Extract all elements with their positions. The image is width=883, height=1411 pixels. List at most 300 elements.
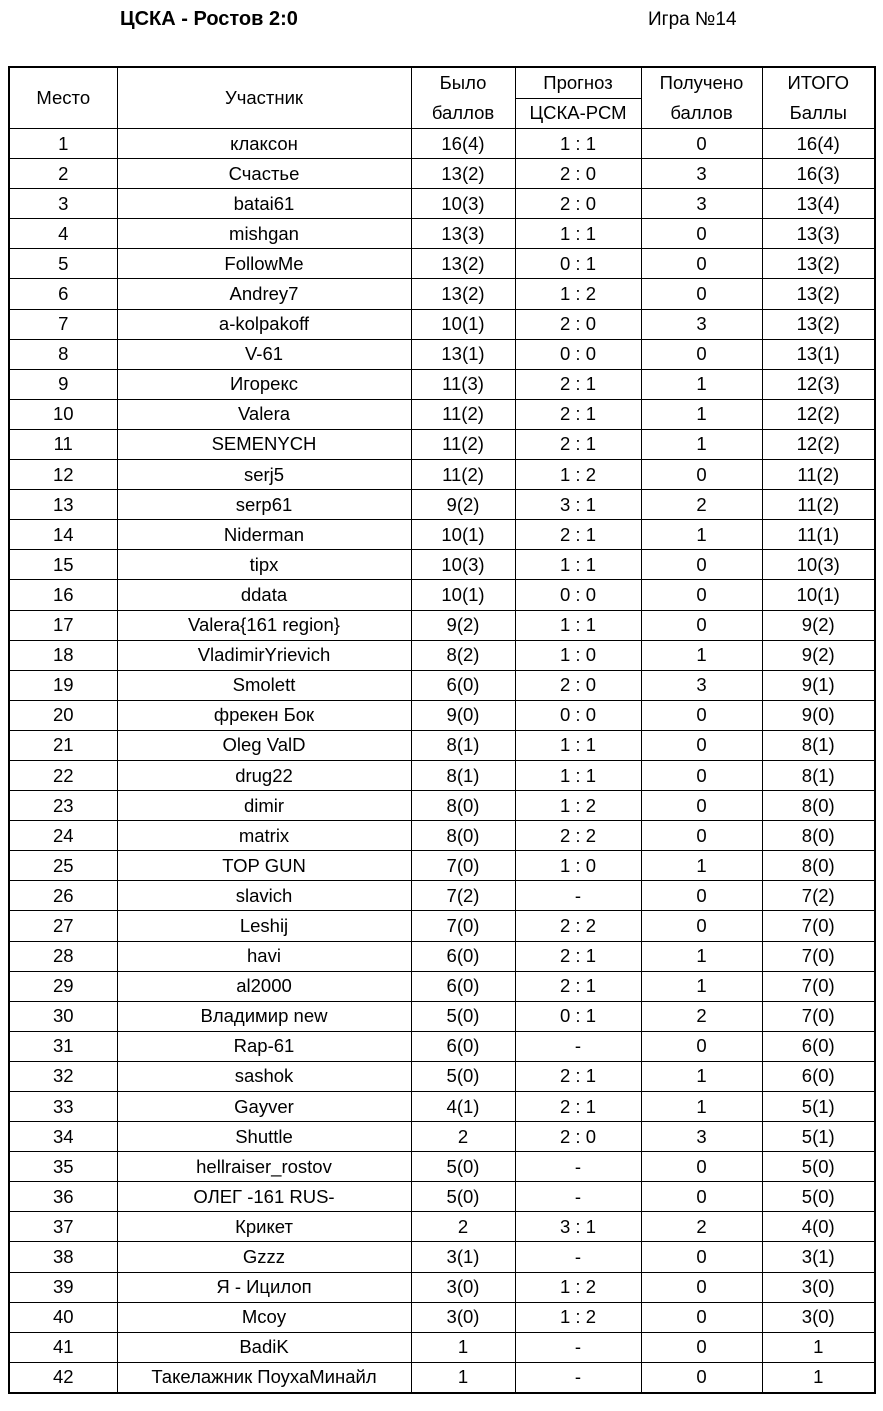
cell-participant: ОЛЕГ -161 RUS-	[117, 1182, 411, 1212]
cell-participant: TOP GUN	[117, 851, 411, 881]
cell-place: 38	[9, 1242, 117, 1272]
cell-participant: batai61	[117, 189, 411, 219]
cell-place: 34	[9, 1122, 117, 1152]
cell-forecast: 1 : 2	[515, 1302, 641, 1332]
cell-participant: BadiK	[117, 1332, 411, 1362]
cell-participant: Andrey7	[117, 279, 411, 309]
table-row	[9, 309, 875, 339]
cell-forecast: -	[515, 1031, 641, 1061]
cell-received-points: 0	[641, 580, 762, 610]
cell-total-points: 1	[762, 1332, 875, 1362]
cell-participant: tipx	[117, 550, 411, 580]
cell-received-points: 1	[641, 971, 762, 1001]
cell-forecast: 1 : 0	[515, 640, 641, 670]
cell-place: 7	[9, 309, 117, 339]
cell-total-points: 10(1)	[762, 580, 875, 610]
cell-was-points: 11(2)	[411, 399, 515, 429]
table-row	[9, 219, 875, 249]
cell-total-points: 8(0)	[762, 851, 875, 881]
cell-place: 37	[9, 1212, 117, 1242]
cell-received-points: 0	[641, 460, 762, 490]
table-row	[9, 1332, 875, 1362]
cell-participant: slavich	[117, 881, 411, 911]
cell-was-points: 3(1)	[411, 1242, 515, 1272]
cell-participant: V-61	[117, 339, 411, 369]
cell-total-points: 7(0)	[762, 971, 875, 1001]
cell-participant: Smolett	[117, 670, 411, 700]
cell-received-points: 1	[641, 640, 762, 670]
cell-participant: FollowMe	[117, 249, 411, 279]
table-row	[9, 821, 875, 851]
cell-place: 26	[9, 881, 117, 911]
cell-forecast: 0 : 1	[515, 1001, 641, 1031]
cell-received-points: 2	[641, 490, 762, 520]
table-row	[9, 1001, 875, 1031]
cell-forecast: 2 : 0	[515, 309, 641, 339]
cell-place: 36	[9, 1182, 117, 1212]
cell-forecast: 1 : 0	[515, 851, 641, 881]
table-row	[9, 1031, 875, 1061]
cell-participant: ddata	[117, 580, 411, 610]
cell-was-points: 9(2)	[411, 490, 515, 520]
table-row	[9, 851, 875, 881]
cell-place: 35	[9, 1152, 117, 1182]
cell-participant: mishgan	[117, 219, 411, 249]
cell-forecast: 2 : 1	[515, 399, 641, 429]
col-header-participant: Участник	[117, 67, 411, 129]
cell-forecast: 2 : 0	[515, 159, 641, 189]
cell-place: 25	[9, 851, 117, 881]
cell-received-points: 1	[641, 1092, 762, 1122]
table-row	[9, 911, 875, 941]
cell-was-points: 16(4)	[411, 129, 515, 159]
cell-received-points: 0	[641, 1031, 762, 1061]
table-row	[9, 1122, 875, 1152]
cell-place: 8	[9, 339, 117, 369]
cell-participant: клаксон	[117, 129, 411, 159]
cell-was-points: 6(0)	[411, 1031, 515, 1061]
cell-place: 29	[9, 971, 117, 1001]
cell-place: 42	[9, 1362, 117, 1393]
cell-forecast: 2 : 1	[515, 971, 641, 1001]
cell-participant: Mcoy	[117, 1302, 411, 1332]
table-row	[9, 429, 875, 459]
cell-place: 19	[9, 670, 117, 700]
cell-total-points: 3(0)	[762, 1302, 875, 1332]
cell-participant: a-kolpakoff	[117, 309, 411, 339]
cell-participant: Rap-61	[117, 1031, 411, 1061]
cell-place: 4	[9, 219, 117, 249]
cell-total-points: 9(2)	[762, 610, 875, 640]
cell-place: 13	[9, 490, 117, 520]
cell-forecast: 2 : 2	[515, 821, 641, 851]
cell-received-points: 3	[641, 670, 762, 700]
cell-participant: drug22	[117, 760, 411, 790]
cell-total-points: 13(2)	[762, 249, 875, 279]
table-row	[9, 189, 875, 219]
cell-was-points: 7(0)	[411, 911, 515, 941]
cell-received-points: 0	[641, 249, 762, 279]
cell-total-points: 12(3)	[762, 369, 875, 399]
cell-received-points: 1	[641, 429, 762, 459]
cell-total-points: 13(2)	[762, 279, 875, 309]
table-row	[9, 760, 875, 790]
cell-was-points: 9(0)	[411, 700, 515, 730]
table-row	[9, 520, 875, 550]
cell-received-points: 1	[641, 399, 762, 429]
table-row	[9, 881, 875, 911]
cell-place: 1	[9, 129, 117, 159]
cell-received-points: 0	[641, 791, 762, 821]
col-header-total-bottom: Баллы	[762, 98, 875, 129]
cell-participant: Крикет	[117, 1212, 411, 1242]
cell-place: 23	[9, 791, 117, 821]
cell-forecast: 2 : 1	[515, 1092, 641, 1122]
cell-forecast: 2 : 0	[515, 189, 641, 219]
cell-participant: Gayver	[117, 1092, 411, 1122]
cell-participant: Gzzz	[117, 1242, 411, 1272]
cell-total-points: 1	[762, 1362, 875, 1393]
cell-participant: serj5	[117, 460, 411, 490]
cell-participant: dimir	[117, 791, 411, 821]
cell-was-points: 11(2)	[411, 429, 515, 459]
cell-was-points: 9(2)	[411, 610, 515, 640]
cell-place: 32	[9, 1061, 117, 1091]
cell-forecast: 0 : 1	[515, 249, 641, 279]
cell-received-points: 0	[641, 881, 762, 911]
cell-participant: al2000	[117, 971, 411, 1001]
cell-received-points: 0	[641, 1152, 762, 1182]
cell-participant: hellraiser_rostov	[117, 1152, 411, 1182]
cell-total-points: 11(1)	[762, 520, 875, 550]
cell-received-points: 1	[641, 520, 762, 550]
cell-place: 15	[9, 550, 117, 580]
cell-forecast: 0 : 0	[515, 339, 641, 369]
cell-received-points: 0	[641, 610, 762, 640]
cell-was-points: 8(1)	[411, 760, 515, 790]
cell-participant: Счастье	[117, 159, 411, 189]
table-row	[9, 971, 875, 1001]
table-row	[9, 730, 875, 760]
cell-place: 22	[9, 760, 117, 790]
cell-was-points: 13(2)	[411, 279, 515, 309]
cell-was-points: 5(0)	[411, 1152, 515, 1182]
table-row	[9, 339, 875, 369]
cell-was-points: 10(3)	[411, 550, 515, 580]
cell-total-points: 9(1)	[762, 670, 875, 700]
cell-place: 20	[9, 700, 117, 730]
cell-was-points: 10(1)	[411, 520, 515, 550]
cell-was-points: 1	[411, 1332, 515, 1362]
cell-place: 14	[9, 520, 117, 550]
cell-was-points: 5(0)	[411, 1001, 515, 1031]
cell-participant: Такелажник ПоухаМинайл	[117, 1362, 411, 1393]
cell-total-points: 8(0)	[762, 821, 875, 851]
cell-was-points: 7(0)	[411, 851, 515, 881]
cell-was-points: 11(2)	[411, 460, 515, 490]
cell-total-points: 5(0)	[762, 1182, 875, 1212]
cell-received-points: 2	[641, 1212, 762, 1242]
table-row	[9, 399, 875, 429]
header-row-1	[9, 67, 875, 98]
cell-total-points: 4(0)	[762, 1212, 875, 1242]
col-header-was-top: Было	[411, 67, 515, 98]
cell-forecast: -	[515, 1182, 641, 1212]
table-row	[9, 1302, 875, 1332]
cell-was-points: 4(1)	[411, 1092, 515, 1122]
cell-participant: Я - Ицилоп	[117, 1272, 411, 1302]
cell-place: 5	[9, 249, 117, 279]
cell-was-points: 10(1)	[411, 580, 515, 610]
cell-place: 10	[9, 399, 117, 429]
table-row	[9, 1152, 875, 1182]
cell-was-points: 13(2)	[411, 249, 515, 279]
cell-participant: Shuttle	[117, 1122, 411, 1152]
cell-participant: фрекен Бок	[117, 700, 411, 730]
cell-forecast: 2 : 0	[515, 670, 641, 700]
cell-received-points: 0	[641, 550, 762, 580]
standings-table	[8, 66, 876, 1394]
cell-participant: Игорекс	[117, 369, 411, 399]
cell-total-points: 8(1)	[762, 760, 875, 790]
cell-place: 9	[9, 369, 117, 399]
cell-was-points: 13(3)	[411, 219, 515, 249]
cell-forecast: 1 : 1	[515, 730, 641, 760]
cell-forecast: 1 : 2	[515, 1272, 641, 1302]
cell-received-points: 0	[641, 1302, 762, 1332]
cell-forecast: -	[515, 1152, 641, 1182]
cell-participant: Владимир new	[117, 1001, 411, 1031]
col-header-was-bottom: баллов	[411, 98, 515, 129]
cell-forecast: 0 : 0	[515, 580, 641, 610]
cell-received-points: 0	[641, 1362, 762, 1393]
cell-total-points: 9(2)	[762, 640, 875, 670]
cell-received-points: 0	[641, 821, 762, 851]
table-row	[9, 490, 875, 520]
col-header-place: Место	[9, 67, 117, 129]
table-row	[9, 941, 875, 971]
cell-forecast: 0 : 0	[515, 700, 641, 730]
cell-was-points: 11(3)	[411, 369, 515, 399]
cell-place: 3	[9, 189, 117, 219]
cell-received-points: 3	[641, 309, 762, 339]
cell-forecast: 1 : 1	[515, 550, 641, 580]
cell-was-points: 8(1)	[411, 730, 515, 760]
cell-forecast: 2 : 1	[515, 520, 641, 550]
cell-forecast: 2 : 0	[515, 1122, 641, 1152]
cell-place: 11	[9, 429, 117, 459]
cell-place: 41	[9, 1332, 117, 1362]
cell-total-points: 9(0)	[762, 700, 875, 730]
cell-place: 24	[9, 821, 117, 851]
cell-total-points: 13(2)	[762, 309, 875, 339]
cell-received-points: 0	[641, 1182, 762, 1212]
cell-was-points: 6(0)	[411, 941, 515, 971]
cell-participant: Leshij	[117, 911, 411, 941]
cell-total-points: 12(2)	[762, 429, 875, 459]
table-row	[9, 1272, 875, 1302]
cell-received-points: 0	[641, 1242, 762, 1272]
cell-was-points: 6(0)	[411, 670, 515, 700]
cell-total-points: 5(0)	[762, 1152, 875, 1182]
cell-received-points: 0	[641, 219, 762, 249]
table-row	[9, 1362, 875, 1393]
table-row	[9, 249, 875, 279]
cell-place: 2	[9, 159, 117, 189]
cell-was-points: 8(0)	[411, 821, 515, 851]
cell-received-points: 0	[641, 1272, 762, 1302]
cell-place: 28	[9, 941, 117, 971]
cell-received-points: 2	[641, 1001, 762, 1031]
cell-total-points: 7(0)	[762, 1001, 875, 1031]
cell-total-points: 3(1)	[762, 1242, 875, 1272]
table-row	[9, 1242, 875, 1272]
cell-total-points: 13(1)	[762, 339, 875, 369]
table-row	[9, 159, 875, 189]
cell-was-points: 13(2)	[411, 159, 515, 189]
cell-forecast: -	[515, 881, 641, 911]
cell-place: 21	[9, 730, 117, 760]
cell-total-points: 8(1)	[762, 730, 875, 760]
cell-total-points: 16(3)	[762, 159, 875, 189]
cell-forecast: 2 : 1	[515, 1061, 641, 1091]
cell-was-points: 5(0)	[411, 1061, 515, 1091]
cell-total-points: 5(1)	[762, 1122, 875, 1152]
game-number: Игра №14	[648, 9, 737, 30]
cell-received-points: 0	[641, 700, 762, 730]
cell-total-points: 7(0)	[762, 911, 875, 941]
cell-total-points: 13(3)	[762, 219, 875, 249]
cell-participant: SEMENYCH	[117, 429, 411, 459]
cell-received-points: 0	[641, 730, 762, 760]
cell-forecast: 2 : 2	[515, 911, 641, 941]
cell-forecast: -	[515, 1362, 641, 1393]
cell-was-points: 8(2)	[411, 640, 515, 670]
table-row	[9, 700, 875, 730]
cell-total-points: 6(0)	[762, 1031, 875, 1061]
cell-forecast: 2 : 1	[515, 429, 641, 459]
cell-was-points: 2	[411, 1212, 515, 1242]
cell-received-points: 0	[641, 911, 762, 941]
table-row	[9, 1092, 875, 1122]
cell-place: 16	[9, 580, 117, 610]
cell-participant: Niderman	[117, 520, 411, 550]
cell-total-points: 12(2)	[762, 399, 875, 429]
cell-place: 31	[9, 1031, 117, 1061]
cell-place: 6	[9, 279, 117, 309]
cell-was-points: 7(2)	[411, 881, 515, 911]
cell-total-points: 11(2)	[762, 460, 875, 490]
cell-place: 30	[9, 1001, 117, 1031]
cell-forecast: 1 : 1	[515, 610, 641, 640]
cell-received-points: 1	[641, 851, 762, 881]
cell-forecast: 2 : 1	[515, 369, 641, 399]
cell-received-points: 3	[641, 1122, 762, 1152]
cell-total-points: 7(0)	[762, 941, 875, 971]
table-row	[9, 129, 875, 159]
cell-was-points: 6(0)	[411, 971, 515, 1001]
cell-forecast: 1 : 1	[515, 219, 641, 249]
table-row	[9, 369, 875, 399]
col-header-total-top: ИТОГО	[762, 67, 875, 98]
table-row	[9, 640, 875, 670]
match-title: ЦСКА - Ростов 2:0	[120, 8, 298, 30]
cell-received-points: 3	[641, 159, 762, 189]
col-header-forecast-bottom: ЦСКА-РСМ	[515, 98, 641, 129]
cell-was-points: 3(0)	[411, 1272, 515, 1302]
col-header-forecast-top: Прогноз	[515, 67, 641, 98]
cell-was-points: 10(3)	[411, 189, 515, 219]
cell-forecast: 1 : 1	[515, 760, 641, 790]
cell-participant: havi	[117, 941, 411, 971]
table-row	[9, 1212, 875, 1242]
cell-total-points: 5(1)	[762, 1092, 875, 1122]
cell-place: 39	[9, 1272, 117, 1302]
cell-was-points: 1	[411, 1362, 515, 1393]
cell-forecast: 1 : 2	[515, 279, 641, 309]
cell-received-points: 0	[641, 1332, 762, 1362]
cell-place: 18	[9, 640, 117, 670]
cell-was-points: 10(1)	[411, 309, 515, 339]
cell-forecast: 2 : 1	[515, 941, 641, 971]
cell-was-points: 13(1)	[411, 339, 515, 369]
cell-forecast: 1 : 1	[515, 129, 641, 159]
cell-participant: Valera	[117, 399, 411, 429]
cell-received-points: 1	[641, 1061, 762, 1091]
cell-was-points: 8(0)	[411, 791, 515, 821]
cell-participant: matrix	[117, 821, 411, 851]
cell-total-points: 13(4)	[762, 189, 875, 219]
cell-forecast: -	[515, 1242, 641, 1272]
cell-place: 40	[9, 1302, 117, 1332]
table-row	[9, 791, 875, 821]
cell-was-points: 2	[411, 1122, 515, 1152]
table-row	[9, 670, 875, 700]
cell-place: 33	[9, 1092, 117, 1122]
cell-place: 17	[9, 610, 117, 640]
table-row	[9, 1061, 875, 1091]
cell-forecast: 1 : 2	[515, 791, 641, 821]
table-row	[9, 580, 875, 610]
table-row	[9, 550, 875, 580]
table-row	[9, 610, 875, 640]
table-row	[9, 460, 875, 490]
cell-total-points: 11(2)	[762, 490, 875, 520]
cell-was-points: 5(0)	[411, 1182, 515, 1212]
cell-total-points: 16(4)	[762, 129, 875, 159]
standings-body	[9, 129, 875, 1393]
table-row	[9, 279, 875, 309]
cell-received-points: 1	[641, 941, 762, 971]
cell-participant: Oleg ValD	[117, 730, 411, 760]
cell-received-points: 0	[641, 129, 762, 159]
cell-total-points: 10(3)	[762, 550, 875, 580]
cell-forecast: 3 : 1	[515, 490, 641, 520]
cell-received-points: 0	[641, 760, 762, 790]
cell-place: 27	[9, 911, 117, 941]
cell-participant: serp61	[117, 490, 411, 520]
cell-received-points: 3	[641, 189, 762, 219]
cell-forecast: 1 : 2	[515, 460, 641, 490]
cell-place: 12	[9, 460, 117, 490]
cell-received-points: 0	[641, 279, 762, 309]
table-row	[9, 1182, 875, 1212]
cell-participant: sashok	[117, 1061, 411, 1091]
cell-participant: Valera{161 region}	[117, 610, 411, 640]
cell-forecast: -	[515, 1332, 641, 1362]
col-header-received-bottom: баллов	[641, 98, 762, 129]
cell-total-points: 6(0)	[762, 1061, 875, 1091]
